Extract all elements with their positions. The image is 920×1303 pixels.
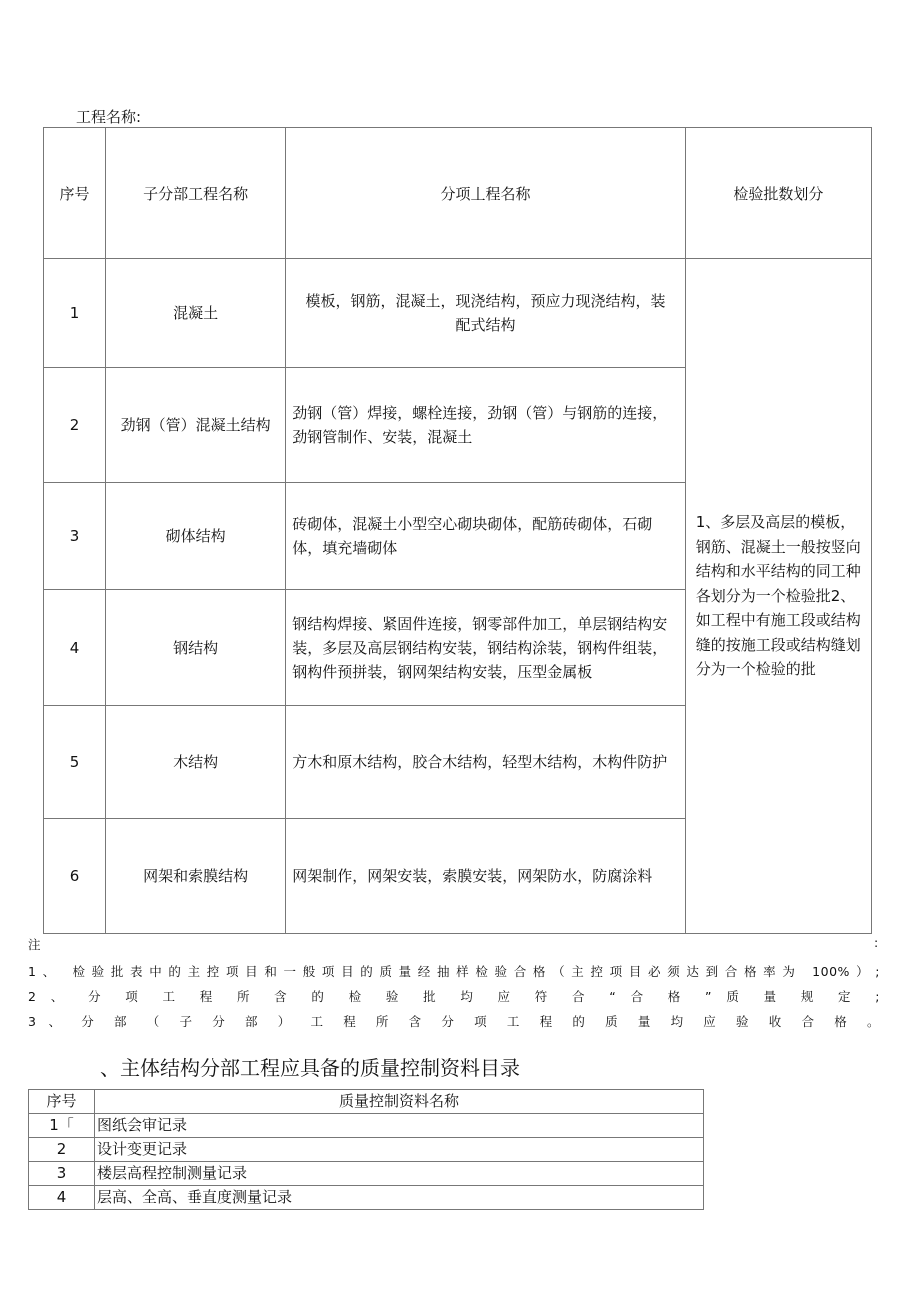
batch-division-note: 1、多层及高层的模板，钢筋、混凝土一般按竖向结构和水平结构的同工种各划分为一个检验批2、如工程中有施工段或结构缝的按施工段或结构缝划分为一个检验的批 (685, 259, 871, 934)
row-sub-name: 钢结构 (106, 590, 286, 706)
header-sub-division: 子分部工程名称 (106, 128, 286, 259)
row-no: 2 (44, 368, 106, 483)
header-batch: 检验批数划分 (685, 128, 871, 259)
row-sub-name: 劲钢（管）混凝土结构 (106, 368, 286, 483)
row-no: 3 (44, 483, 106, 590)
doc-table-header-row (29, 1090, 704, 1114)
section-title: 、主体结构分部工程应具备的质量控制资料目录 (100, 1056, 520, 1080)
note-line-1: 1、 检验批表中的主控项目和一般项目的质量经抽样检验合格（主控项目必须达到合格率为 100%）; (28, 964, 880, 979)
row-no: 6 (44, 819, 106, 934)
header-items: 分项丄程名称 (286, 128, 685, 259)
table-row (44, 259, 872, 368)
sub-division-table (43, 127, 872, 934)
row-items: 模板，钢筋，混凝土，现浇结构，预应力现浇结构，装配式结构 (286, 259, 685, 368)
row-sub-name: 砌体结构 (106, 483, 286, 590)
row-no: 4 (44, 590, 106, 706)
table-row (29, 1114, 704, 1138)
doc-row-no: 1「 (29, 1114, 95, 1138)
doc-header-name: 质量控制资料名称 (95, 1090, 704, 1114)
doc-row-name: 楼层高程控制测量记录 (95, 1162, 704, 1186)
table-row (29, 1138, 704, 1162)
doc-row-name: 设计变更记录 (95, 1138, 704, 1162)
header-no: 序号 (44, 128, 106, 259)
doc-row-name: 图纸会审记录 (95, 1114, 704, 1138)
note-line-2: 2 、 分 项 工 程 所 含 的 检 验 批 均 应 符 合 “ 合 格 ” 质 量 规 定 ; (28, 989, 880, 1004)
doc-row-no: 3 (29, 1162, 95, 1186)
table-row (29, 1162, 704, 1186)
table-header-row (44, 128, 872, 259)
table-row (29, 1186, 704, 1210)
row-items: 钢结构焊接、紧固件连接，钢零部件加工，单层钢结构安装，多层及高层钢结构安装，钢结构涂装，钢构件组装，钢构件预拼装，钢网架结构安装，压型金属板 (286, 590, 685, 706)
doc-row-no: 2 (29, 1138, 95, 1162)
row-items: 方木和原木结构，胶合木结构，轻型木结构，木构件防护 (286, 706, 685, 819)
row-items: 网架制作，网架安装，索膜安装，网架防水，防腐涂料 (286, 819, 685, 934)
doc-row-no: 4 (29, 1186, 95, 1210)
row-items: 砖砌体，混凝土小型空心砌块砌体，配筋砖砌体，石砌体，填充墙砌体 (286, 483, 685, 590)
row-sub-name: 混凝土 (106, 259, 286, 368)
notes-heading: 注 (28, 937, 41, 952)
row-no: 1 (44, 259, 106, 368)
doc-header-no: 序号 (29, 1090, 95, 1114)
project-name-label: 工程名称: (76, 108, 142, 126)
row-no: 5 (44, 706, 106, 819)
notes-heading-colon: : (874, 935, 879, 950)
row-items: 劲钢（管）焊接，螺栓连接，劲钢（管）与钢筋的连接，劲钢管制作、安装，混凝土 (286, 368, 685, 483)
row-sub-name: 木结构 (106, 706, 286, 819)
note-line-3: 3 、 分 部 （ 子 分 部 ） 工 程 所 含 分 项 工 程 的 质 量 均 应 验 收 合 格 。 (28, 1014, 880, 1029)
row-sub-name: 网架和索膜结构 (106, 819, 286, 934)
doc-row-name: 层高、全高、垂直度测量记录 (95, 1186, 704, 1210)
quality-docs-table (28, 1089, 704, 1210)
